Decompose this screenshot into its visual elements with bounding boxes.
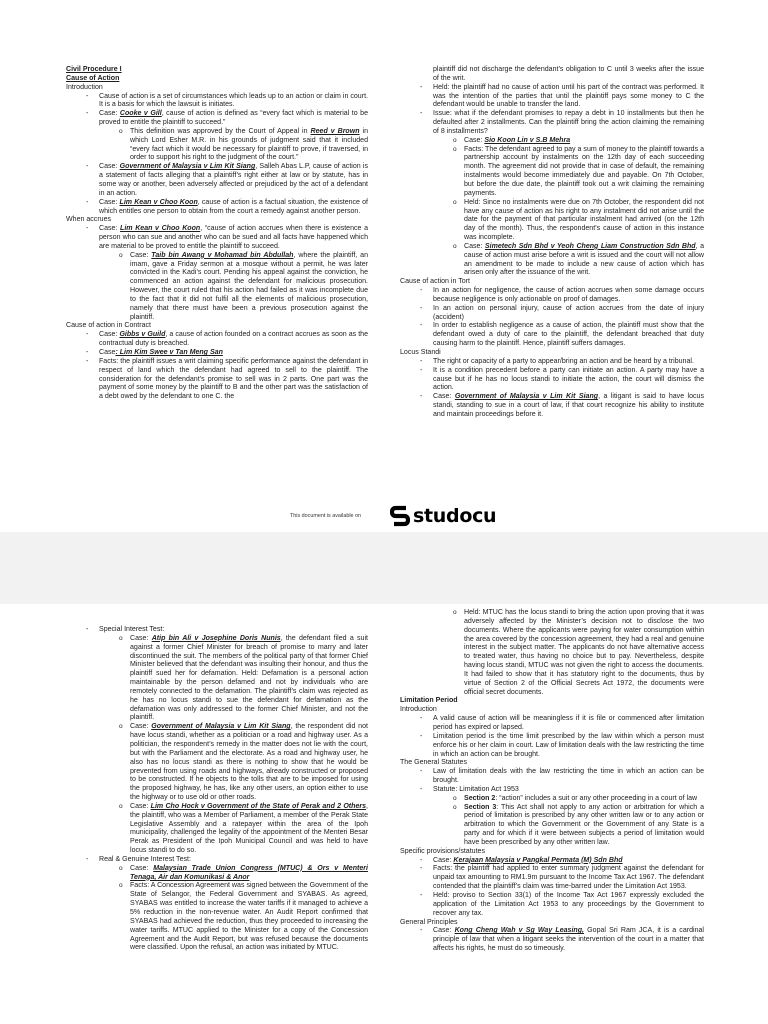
studocu-logo[interactable] [390,505,496,527]
bullet-item: - Case: Kong Cheng Wah v Sg Way Leasing, Gopal Sri Ram JCA, it is a cardinal principle of law that when a litigant seeks the intervention of the court in a matter that affects his rights, he must do so timeously. [400,927,704,954]
bullet-item: - Statute: Limitation Act 1953 [400,786,704,795]
bullet-item: - Facts: the plaintiff issues a writ claiming specific performance against the defendant in respect of land which the defendant had agreed to sell to the plaintiff. The consideration for the defendant’s promise to sell was in 2 parts. One part was the payment of some money by the plaintiff to B and the other part was the satisfaction of a debt owed by the defendant to one C. the [66,358,368,402]
case-name: Simetech Sdn Bhd v Yeoh Cheng Liam Construction Sdn Bhd [484,242,696,250]
sub-bullet-item: o Case: Simetech Sdn Bhd v Yeoh Cheng Liam Construction Sdn Bhd, a cause of action must arise before a writ is issued and the court will not allow an amendment to be made to include a new cause of action which has arisen only after the issuance of the writ. [400,243,704,278]
bullet-item: - The right or capacity of a party to appear/bring an action and be heard by a tribunal. [400,358,704,367]
case-name: Reed v Brown [310,127,360,135]
section-heading: Limitation Period [400,697,458,705]
document-title: Civil Procedure I [66,66,122,73]
page2-left-column [66,626,368,953]
bullet-item: - Facts: the plaintiff had applied to enter summary judgment against the defendant for unpaid tax amounting to RM1.9m pursuant to the Income Tax Act 1967. The defendant contended that the plaintiff’s claim was time-barred under the Limitation Act 1953. [400,865,704,892]
case-name: Lim Kean v Choo Koon [120,225,201,233]
section-heading: Cause of Action [66,74,120,82]
page1-left-column [66,66,368,402]
bullet-item: - Held: the plaintiff had no cause of action until his part of the contract was performed. It was the intention of the parties that until the plaintiff pays some money to C the defendant would be unable to transfer the land. [400,84,704,111]
bullet-item: - Case: Kerajaan Malaysia v Pangkal Permata (M) Sdn Bhd [400,857,704,866]
bullet-item: - Case: Gibbs v Guild, a cause of action founded on a contract accrues as soon as the contractual duty is breached. [66,331,368,349]
case-name: Taib bin Awang v Mohamad bin Abdullah [151,251,294,259]
case-name: Government of Malaysia v Lim Kit Siang [151,723,291,731]
case-name: : Lim Kim Swee v Tan Meng San [115,349,223,356]
section-ref: Section 3 [464,803,497,811]
bullet-item: - Case: Lim Kim Swee v Tan Meng San [66,349,368,358]
sub-bullet-item: o Case: Malaysian Trade Union Congress (MTUC) & Ors v Menteri Tenaga, Air dan Komunikasi & Anor [66,865,368,883]
sub-bullet-item: o Case: Atip bin Ali v Josephine Doris Nunis, the defendant filed a suit against a former Chief Minister for breach of promise to marry and later discontinued the suit. The members of the political party of that former Chief Minister believed that the defendant was insulting their honour, and thus the plaintiff sued her for defamation. Held: Defamation is a personal action maintainable by the person defamed and not by individuals who are remotely connected to the defamation. The plaintiff’s claim was rejected as he has no locus standi to sue the defendant for defamation as the defamation was only addressed to the former Chief Minister, and not the plaintiff. [66,635,368,723]
sub-bullet-item: o Section 2: “action” includes a suit or any other proceeding in a court of law [400,795,704,804]
studocu-logo-icon [390,505,410,527]
subheading: When accrues [66,216,112,224]
sub-bullet-item: o Held: Since no instalments were due on 7th October, the respondent did not have any cause of action as his right to any instalment did not arise until the date for the payment of that particular instalment had arrived (on the 12th day of the month). Thus, the respondent’s cause of action in this instance was incomplete. [400,199,704,243]
case-name: Sio Koon Lin v S.B Mehra [484,136,571,144]
bullet-item: - Case: Government of Malaysia v Lim Kit Siang, Salleh Abas L.P, cause of action is a statement of facts alleging that a plaintiff’s right either at law or by statute, has in some way or another, been adversely affected or prejudiced by the act of a defendant in an action. [66,163,368,198]
case-name: Malaysian Trade Union Congress (MTUC) & Ors v Menteri Tenaga, Air dan Komunikasi & Anor [130,864,368,881]
case-name: Cooke v Gill [119,110,162,118]
page2-right-column [400,609,704,954]
bullet-item: - Issue: what if the defendant promises to repay a debt in 10 installments but then he defaulted after 2 installments. Can the plaintiff bring the action claiming the remaining of 8 installments? [400,110,704,137]
sub-bullet-item: o Case: Government of Malaysia v Lim Kit Siang, the respondent did not have locus standi, whether as a politician or a road and highway user. As a politician, the respondent’s remedy in the matter does not lie with the court, but with the Parliament and the electorate. As a road and highway user, he also has no locus standi as there is nothing to show that he would be prevented from using roads and highways, already constructed or proposed to be constructed. If he objects to the tolls that are to be imposed for using the proposed highway, he has, like any other users, an option either to use the highway or to use old or other roads. [66,723,368,803]
subheading: The General Statutes [400,759,467,767]
subheading: General Principles [400,918,458,926]
bullet-item: - Case: Lim Kean v Choo Koon, “cause of action accrues when there is existence a person who can sue and another who can be sued and all facts have happened which are material to be proved to entitle the plaintiff to succeed. [66,225,368,252]
bullet-item: - Case: Lim Kean v Choo Koon, cause of action is a factual situation, the existence of which entitles one person to obtain from the court a remedy against another person. [66,199,368,217]
bullet-item: - Special Interest Test: [66,626,368,635]
sub-bullet-item: o Case: Taib bin Awang v Mohamad bin Abdullah, where the plaintiff, an imam, gave a Friday sermon at a mosque without a permit, he was later convicted in the Kadi’s court. Pending his appeal against the conviction, he commenced an action against the defendant for malicious prosecution. However, the court ruled that his action had failed as it was incomplete due to the fact that it did not fulfil all the elements of malicious prosecution, namely that there must have been a previous prosecution against the plaintiff. [66,252,368,323]
bullet-item: - Real & Genuine Interest Test: [66,856,368,865]
bullet-item: - In an action for negligence, the cause of action accrues when some damage occurs because negligence is only actionable on proof of damages. [400,287,704,305]
bullet-item: - Case: Cooke v Gill, cause of action is defined as “every fact which is material to be proved to entitle the plaintiff to succeed.” [66,110,368,128]
subheading: Cause of action in Contract [66,322,151,330]
case-name: Lim Cho Hock v Government of the State of Perak and 2 Others [150,802,367,810]
case-name: Kerajaan Malaysia v Pangkal Permata (M) Sdn Bhd [453,856,623,864]
section-ref: Section 2 [464,794,496,802]
case-name: Kong Cheng Wah v Sg Way Leasing, [454,927,585,935]
bullet-item: - In an action on personal injury, cause of action accrues from the date of injury (accident) [400,305,704,323]
bullet-item: - In order to establish negligence as a cause of action, the plaintiff must show that the defendant owed a duty of care to the plaintiff, the defendant breached that duty causing harm to the plaintiff. Hence, plaintiff suffers damages. [400,322,704,349]
page1-right-column [400,66,704,420]
bullet-item: - Limitation period is the time limit prescribed by the law within which a person must enforce his or her claim in court. Law of limitation deals with the law restricting the time in which an action can be brought. [400,733,704,760]
bullet-item: - A valid cause of action will be meaningless if it is file or commenced after limitation period has expired or lapsed. [400,715,704,733]
subheading: Introduction [400,706,437,714]
sub-bullet-item: o This definition was approved by the Court of Appeal in Reed v Brown in which Lord Esher M.R. in his grounds of judgment said that it included “every fact which it would be necessary for plaintiff to prove, if traversed, in order to support his right to the judgment of the court.” [66,128,368,163]
studocu-wordmark: studocu [413,505,497,527]
sub-bullet-item: o Case: Lim Cho Hock v Government of the State of Perak and 2 Others, the plaintiff, who was a Member of Parliament, a member of the Perak State Legislative Assembly and a ratepayer within the area of the Ipoh municipality, challenged the legality of the appointment of the Menteri Besar Perak as President of the Ipoh Municipal Council and was held to have locus standi to do so. [66,803,368,856]
case-name: Atip bin Ali v Josephine Doris Nunis [151,634,281,642]
sub-bullet-item: o Section 3: This Act shall not apply to any action or arbitration for which a period of limitation is prescribed by any other written law or to any action or arbitration to which the Government or the Government of any State is a party and for which if it were between subjects a period of limitation would have been prescribed by any other written law. [400,804,704,848]
subheading: Introduction [66,83,103,91]
continued-text: plaintiff did not discharge the defendant’s obligation to C until 3 weeks after the issue of the writ. [433,66,704,82]
subheading: Specific provisions/statutes [400,847,485,855]
subheading: Cause of action in Tort [400,278,470,286]
bullet-item: - Case: Government of Malaysia v Lim Kit Siang, a litigant is said to have locus standi, standing to sue in a court of law, if that court recognize his ability to institute and maintain proceedings before it. [400,393,704,420]
sub-bullet-item: o Held: MTUC has the locus standi to bring the action upon proving that it was adversely affected by the Minister’s decision not to disclose the two documents. Where the applicants were paying for water consumption within the area covered by the concession agreement, they had a real and genuine interest in the subject matter. The applicants do not have alternative access to treated water, thus having no choice but to pay. Nevertheless, despite having locus standi, MTUC was not given the right to access the documents. It had failed to show that it has statutory right to the documents, thus by virtue of Section 2 of the Official Secrets Act 1972, the documents were official secret documents. [400,609,704,697]
bullet-item: - It is a condition precedent before a party can initiate an action. A party may have a cause but if he has no locus standi to initiate the action, the court will dismiss the action. [400,367,704,394]
case-name: Government of Malaysia v Lim Kit Siang [119,163,256,171]
sub-bullet-item: o Facts: The defendant agreed to pay a sum of money to the plaintiff towards a partnership account by instalments on the 12th day of each succeeding month. The agreement did not provide that in case of default, the remaining instalments would become immediately due and payable. On 7th October, but before the due date, the plaintiff took out a writ claiming the remaining payments. [400,146,704,199]
case-name: Gibbs v Guild [119,331,166,339]
case-name: Government of Malaysia v Lim Kit Siang [454,393,599,401]
page-separator [0,532,768,604]
sub-bullet-item: o Facts: A Concession Agreement was signed between the Government of the State of Selangor, the Federal Government and SYABAS. As agreed, SYABAS was entitled to increase the water tariffs if it managed to achieve a 5% reduction in the non-revenue water. An Audit Report confirmed that SYABAS had achieved the reduction, thus they proceeded to increasing the water tariffs. MTUC applied to the Minister for a copy of the Concession Agreement and the Audit Report, but was refused because the documents were classified. Upon the refusal, an action was initiated by MTUC. [66,882,368,953]
bullet-item: - Cause of action is a set of circumstances which leads up to an action or claim in court. It is a basis for which the lawsuit is initiates. [66,93,368,111]
bullet-item: - Held: proviso to Section 33(1) of the Income Tax Act 1967 expressly excluded the application of the Limitation Act 1953 to any proceedings by the Government to recover any tax. [400,892,704,919]
case-name: Lim Kean v Choo Koon [119,198,198,206]
subheading: Locus Standi [400,349,441,356]
availability-notice: This document is available on [290,513,362,519]
bullet-item: - Law of limitation deals with the law restricting the time in which an action can be brought. [400,768,704,786]
sub-bullet-item: o Case: Sio Koon Lin v S.B Mehra [400,137,704,146]
